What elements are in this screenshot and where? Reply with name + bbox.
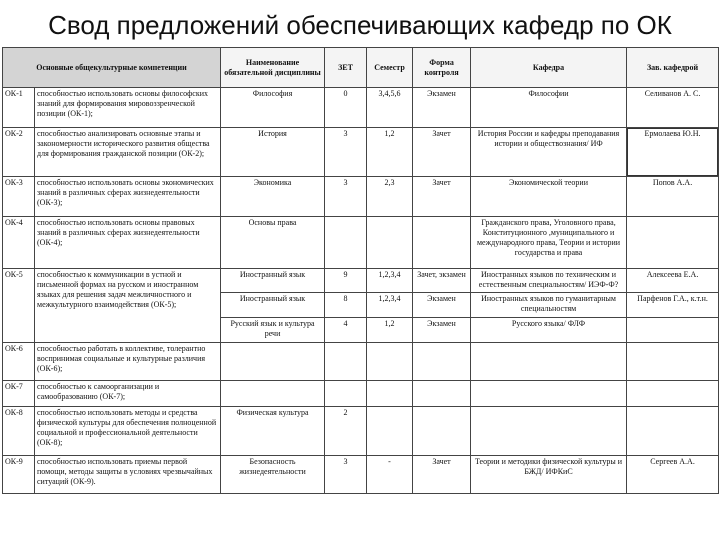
semester-cell: 1,2,3,4 xyxy=(367,293,413,318)
competence-text: способностью к самоорганизации и самообразованию (ОК-7); xyxy=(35,381,221,407)
competence-text: способностью к коммуникации в устной и письменной формах на русском и иностранном языках для решения задач межличностного и межкультурного взаимодействия (ОК-5); xyxy=(35,269,221,343)
control-cell xyxy=(413,407,471,456)
competence-text: способностью работать в коллективе, толерантно воспринимая социальные и культурные различия (ОК-6); xyxy=(35,343,221,381)
head-cell xyxy=(627,381,719,407)
table-row xyxy=(3,456,719,494)
competence-text: способностью анализировать основные этапы и закономерности исторического развития общества для формирования гражданской позиции (ОК-2); xyxy=(35,128,221,177)
head-cell xyxy=(627,217,719,269)
discipline-cell xyxy=(221,381,325,407)
department-cell: Экономической теории xyxy=(471,177,627,217)
semester-cell xyxy=(367,343,413,381)
head-cell xyxy=(627,407,719,456)
department-cell xyxy=(471,407,627,456)
table-row xyxy=(3,269,719,293)
discipline-cell: История xyxy=(221,128,325,177)
semester-cell: 2,3 xyxy=(367,177,413,217)
discipline-cell: Иностранный язык xyxy=(221,293,325,318)
head-cell: Попов А.А. xyxy=(627,177,719,217)
control-cell: Экзамен xyxy=(413,318,471,343)
department-cell: Русского языка/ ФЛФ xyxy=(471,318,627,343)
zet-cell: 0 xyxy=(325,88,367,128)
header-semester: Семестр xyxy=(367,48,413,88)
zet-cell: 4 xyxy=(325,318,367,343)
table-row xyxy=(3,343,719,381)
discipline-cell: Физическая культура xyxy=(221,407,325,456)
control-cell xyxy=(413,381,471,407)
semester-cell: - xyxy=(367,456,413,494)
zet-cell xyxy=(325,381,367,407)
table-row xyxy=(3,88,719,128)
competence-code: ОК-7 xyxy=(3,381,35,407)
control-cell xyxy=(413,343,471,381)
competence-code: ОК-8 xyxy=(3,407,35,456)
competence-code: ОК-3 xyxy=(3,177,35,217)
discipline-cell: Основы права xyxy=(221,217,325,269)
table-header-row xyxy=(3,48,719,88)
department-cell: Иностранных языков по гуманитарным специальностям xyxy=(471,293,627,318)
header-head: Зав. кафедрой xyxy=(627,48,719,88)
competence-code: ОК-2 xyxy=(3,128,35,177)
control-cell: Экзамен xyxy=(413,293,471,318)
table-row xyxy=(3,381,719,407)
zet-cell: 2 xyxy=(325,407,367,456)
head-cell: Парфенов Г.А., к.т.н. xyxy=(627,293,719,318)
semester-cell: 3,4,5,6 xyxy=(367,88,413,128)
head-cell: Сергеев А.А. xyxy=(627,456,719,494)
head-cell: Селиванов А. С. xyxy=(627,88,719,128)
control-cell: Экзамен xyxy=(413,88,471,128)
zet-cell: 3 xyxy=(325,456,367,494)
department-cell: Иностранных языков по техническим и естественным специальностям/ ИЭФ-Ф? xyxy=(471,269,627,293)
competence-text: способностью использовать методы и средства физической культуры для обеспечения полноценной социальной и профессиональной деятельности (ОК-8); xyxy=(35,407,221,456)
department-cell xyxy=(471,381,627,407)
header-discipline: Наименование обязательной дисциплины xyxy=(221,48,325,88)
control-cell: Зачет, экзамен xyxy=(413,269,471,293)
header-competence: Основные общекультурные компетенции xyxy=(3,48,221,88)
discipline-cell xyxy=(221,343,325,381)
control-cell: Зачет xyxy=(413,128,471,177)
zet-cell: 3 xyxy=(325,177,367,217)
table-row xyxy=(3,407,719,456)
control-cell: Зачет xyxy=(413,177,471,217)
semester-cell: 1,2 xyxy=(367,128,413,177)
department-cell: Теории и методики физической культуры и БЖД/ ИФКиС xyxy=(471,456,627,494)
discipline-cell: Иностранный язык xyxy=(221,269,325,293)
zet-cell xyxy=(325,217,367,269)
head-cell: Алексеева Е.А. xyxy=(627,269,719,293)
competence-text: способностью использовать приемы первой помощи, методы защиты в условиях чрезвычайных ситуаций (ОК-9). xyxy=(35,456,221,494)
discipline-cell: Экономика xyxy=(221,177,325,217)
competence-text: способностью использовать основы экономических знаний в различных сферах жизнедеятельности (ОК-3); xyxy=(35,177,221,217)
competence-code: ОК-4 xyxy=(3,217,35,269)
semester-cell xyxy=(367,217,413,269)
department-cell xyxy=(471,343,627,381)
competence-code: ОК-5 xyxy=(3,269,35,343)
table-row xyxy=(3,128,719,177)
header-department: Кафедра xyxy=(471,48,627,88)
competence-text: способностью использовать основы правовых знаний в различных сферах жизнедеятельности (ОК-4); xyxy=(35,217,221,269)
competence-code: ОК-6 xyxy=(3,343,35,381)
table-row xyxy=(3,177,719,217)
department-cell: Философии xyxy=(471,88,627,128)
semester-cell xyxy=(367,407,413,456)
discipline-cell: Безопасность жизнедеятельности xyxy=(221,456,325,494)
control-cell: Зачет xyxy=(413,456,471,494)
semester-cell xyxy=(367,381,413,407)
competence-code: ОК-1 xyxy=(3,88,35,128)
header-control: Форма контроля xyxy=(413,48,471,88)
head-cell xyxy=(627,343,719,381)
zet-cell: 9 xyxy=(325,269,367,293)
competence-text: способностью использовать основы философских знаний для формирования мировоззренческой позиции (ОК-1); xyxy=(35,88,221,128)
control-cell xyxy=(413,217,471,269)
header-zet: ЗЕТ xyxy=(325,48,367,88)
zet-cell: 8 xyxy=(325,293,367,318)
head-cell xyxy=(627,318,719,343)
competence-code: ОК-9 xyxy=(3,456,35,494)
proposals-table xyxy=(2,47,719,494)
table-row xyxy=(3,217,719,269)
semester-cell: 1,2 xyxy=(367,318,413,343)
head-cell: Ермолаева Ю.Н. xyxy=(627,128,719,177)
page-title: Свод предложений обеспечивающих кафедр по ОК xyxy=(48,10,672,40)
department-cell: История России и кафедры преподавания истории и обществознания/ ИФ xyxy=(471,128,627,177)
department-cell: Гражданского права, Уголовного права, Конституционного ,муниципального и международного права, Теории и истории государства и права xyxy=(471,217,627,269)
zet-cell: 3 xyxy=(325,128,367,177)
zet-cell xyxy=(325,343,367,381)
discipline-cell: Философия xyxy=(221,88,325,128)
semester-cell: 1,2,3,4 xyxy=(367,269,413,293)
discipline-cell: Русский язык и культура речи xyxy=(221,318,325,343)
